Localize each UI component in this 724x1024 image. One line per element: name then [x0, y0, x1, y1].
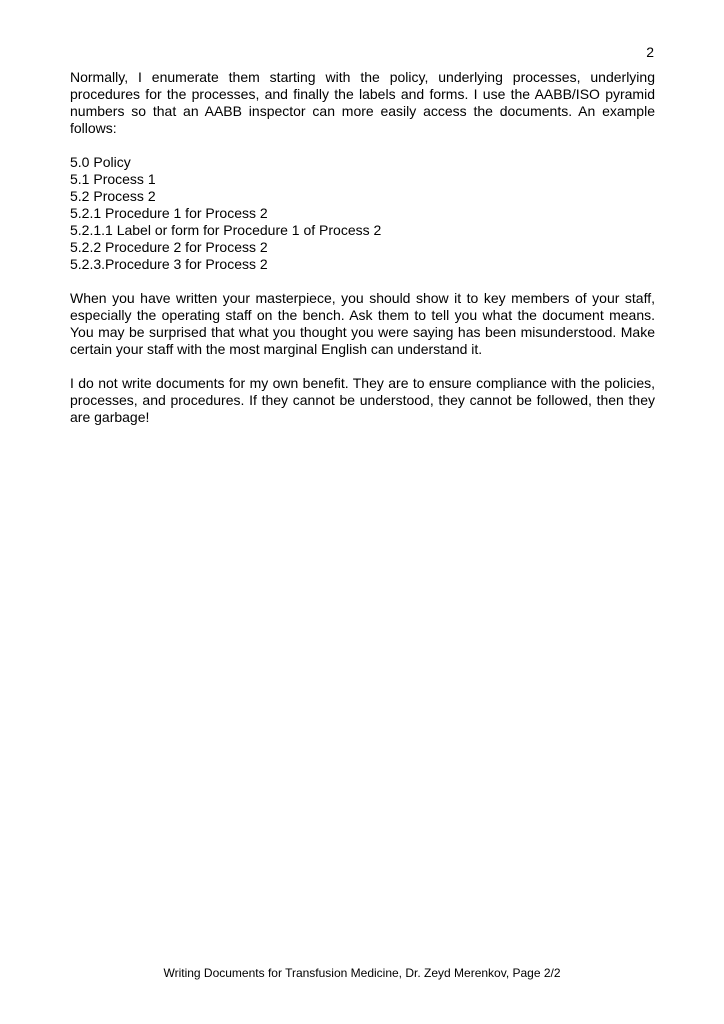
example-numbering-list	[70, 154, 655, 273]
list-item: 5.2.3.Procedure 3 for Process 2	[70, 256, 268, 272]
paragraph-spacer	[70, 273, 655, 290]
page-footer: Writing Documents for Transfusion Medicine, Dr. Zeyd Merenkov, Page 2/2	[163, 966, 561, 980]
list-item: 5.1 Process 1	[70, 171, 156, 187]
list-item: 5.2.2 Procedure 2 for Process 2	[70, 239, 268, 255]
paragraph-purpose: I do not write documents for my own benefit. They are to ensure compliance with the policies, processes, and procedures. If they cannot be understood, they cannot be followed, then they are garbage!	[70, 375, 655, 425]
list-item: 5.0 Policy	[70, 154, 131, 170]
list-item: 5.2.1 Procedure 1 for Process 2	[70, 205, 268, 221]
list-item: 5.2 Process 2	[70, 188, 156, 204]
paragraph-spacer	[70, 137, 655, 154]
list-item: 5.2.1.1 Label or form for Procedure 1 of Process 2	[70, 222, 382, 238]
paragraph-review: When you have written your masterpiece, you should show it to key members of your staff, especially the operating staff on the bench. Ask them to tell you what the document means. You may be surprised that what you thought you were saying has been misunderstood. Make certain your staff with the most marginal English can understand it.	[70, 290, 655, 357]
document-body	[70, 69, 655, 426]
paragraph-enumeration: Normally, I enumerate them starting with the policy, underlying processes, underlying procedures for the processes, and finally the labels and forms. I use the AABB/ISO pyramid numbers so that an AABB inspector can more easily access the documents. An example follows:	[70, 69, 655, 136]
paragraph-spacer	[70, 358, 655, 375]
page-number: 2	[646, 44, 654, 60]
